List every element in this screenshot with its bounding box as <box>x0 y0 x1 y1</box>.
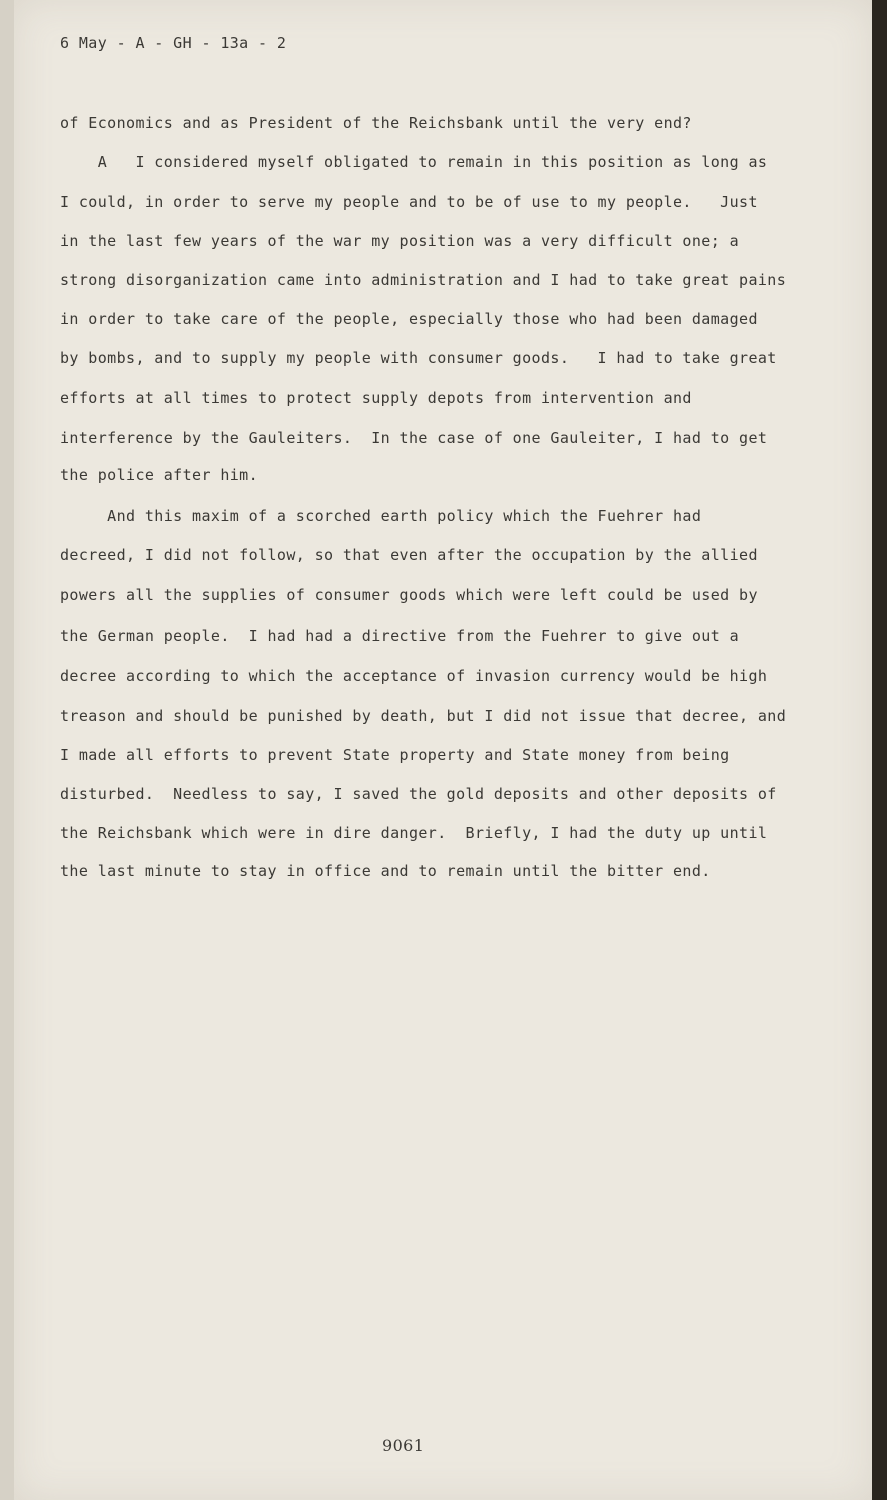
body-line-14: the German people. I had had a directive from the Fuehrer to give out a <box>60 627 740 645</box>
body-line-8: efforts at all times to protect supply depots from intervention and <box>60 389 692 407</box>
body-line-5: strong disorganization came into administration and I had to take great pains <box>60 271 787 289</box>
page-edge-left <box>0 0 14 1500</box>
page-header: 6 May - A - GH - 13a - 2 <box>60 34 287 52</box>
body-line-16: treason and should be punished by death, but I did not issue that decree, and <box>60 707 787 725</box>
body-line-4: in the last few years of the war my position was a very difficult one; a <box>60 232 740 250</box>
body-line-9: interference by the Gauleiters. In the case of one Gauleiter, I had to get <box>60 429 768 447</box>
body-line-20: the last minute to stay in office and to remain until the bitter end. <box>60 862 711 880</box>
body-line-2: A I considered myself obligated to remain in this position as long as <box>60 153 768 171</box>
body-line-13: powers all the supplies of consumer goods which were left could be used by <box>60 586 758 604</box>
body-line-10: the police after him. <box>60 466 259 484</box>
body-line-12: decreed, I did not follow, so that even after the occupation by the allied <box>60 546 758 564</box>
page-number: 9061 <box>382 1436 425 1455</box>
body-line-19: the Reichsbank which were in dire danger. Briefly, I had the duty up until <box>60 824 768 842</box>
document-page <box>14 0 872 1500</box>
body-line-15: decree according to which the acceptance of invasion currency would be high <box>60 667 768 685</box>
body-line-3: I could, in order to serve my people and to be of use to my people. Just <box>60 193 758 211</box>
body-line-18: disturbed. Needless to say, I saved the gold deposits and other deposits of <box>60 785 777 803</box>
body-line-6: in order to take care of the people, especially those who had been damaged <box>60 310 758 328</box>
body-line-17: I made all efforts to prevent State property and State money from being <box>60 746 730 764</box>
page-edge-right <box>872 0 887 1500</box>
body-line-7: by bombs, and to supply my people with consumer goods. I had to take great <box>60 349 777 367</box>
body-line-1: of Economics and as President of the Reichsbank until the very end? <box>60 114 692 132</box>
body-line-11: And this maxim of a scorched earth policy which the Fuehrer had <box>60 507 702 525</box>
